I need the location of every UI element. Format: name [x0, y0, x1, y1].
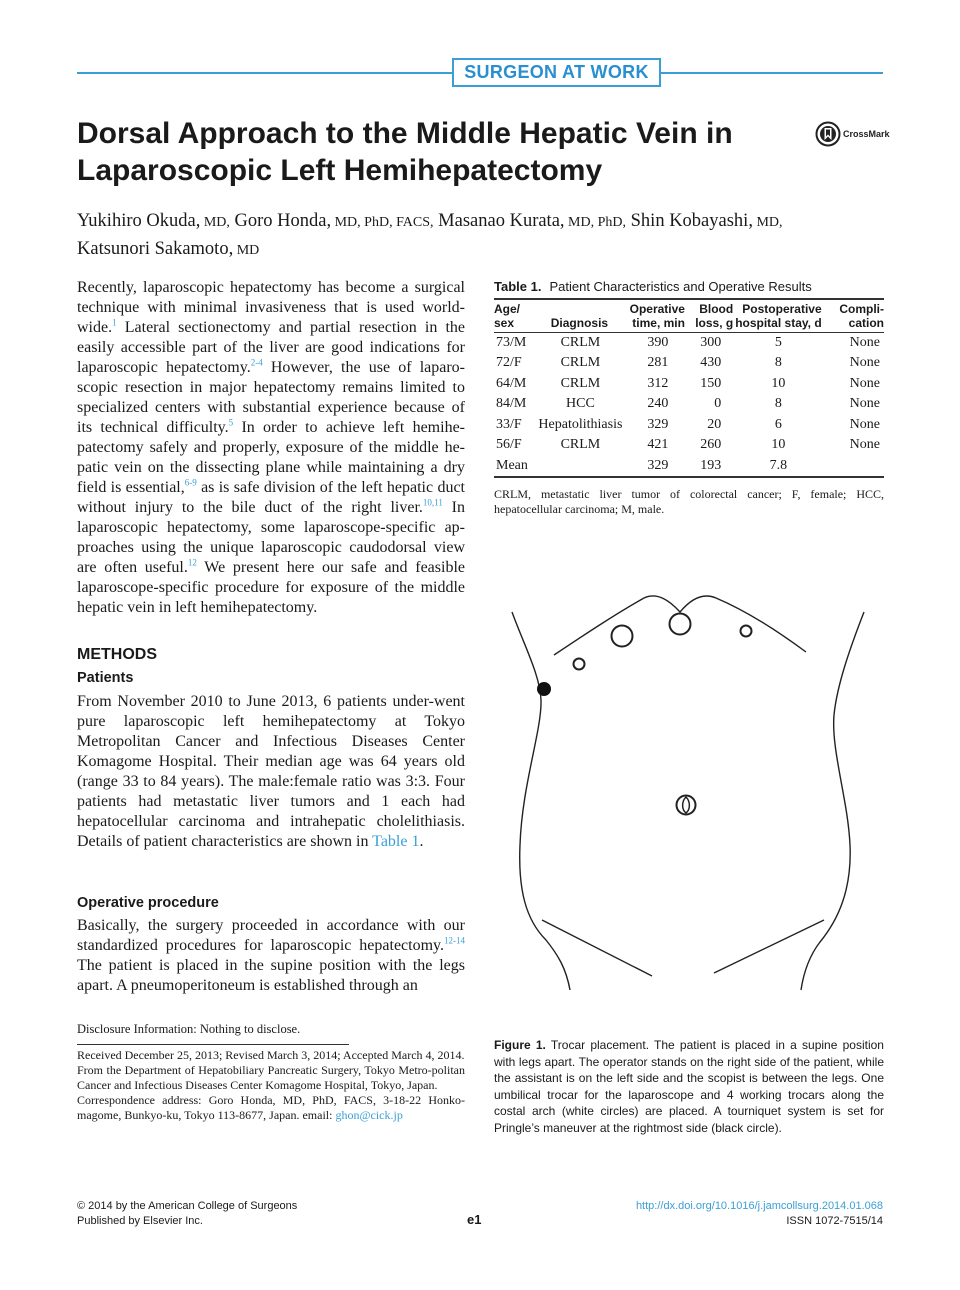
copyright: © 2014 by the American College of Surgeons [77, 1200, 298, 1212]
author-name: Shin Kobayashi, [630, 211, 753, 231]
trocar-circle-large [612, 626, 633, 647]
issn: ISSN 1072-7515/14 [786, 1215, 883, 1227]
operative-paragraph: Basically, the surgery proceeded in accordance with our standardized procedures for laparoscopic hepatectomy.$^{12-14}$ The patient is placed in the supine position with the legs apart. A pneumoperitoneum is established through an [77, 917, 465, 994]
crossmark-badge[interactable] [815, 121, 890, 149]
operative-heading: Operative procedure [77, 895, 219, 911]
disclosure [77, 1022, 465, 1037]
patients-heading: Patients [77, 670, 134, 686]
reference-link[interactable]: 12-14 [444, 935, 465, 946]
col-header-blood-loss: Blood loss, g [687, 299, 733, 333]
trocar-diagram [494, 590, 884, 1030]
email-link[interactable]: ghon@cick.jp [335, 1108, 403, 1122]
reference-link[interactable]: 2-4 [250, 357, 263, 368]
section-bar [77, 58, 883, 88]
intro-paragraph: Recently, laparoscopic hepatectomy has become a surgical technique with minimal invasiveness that is used world-wide.$^1$ Lateral sectionectomy and partial resection in the easily accessible part of the liver are good indications for laparoscopic hepatectomy.$^{2-4}$ However, the use of laparo-scopic resection in major hepatectomy remains limited to specialized centers with substantial experience because of its technical difficulty.$^5$ In order to achieve left hemihe-patectomy safely and properly, exposure of the middle he-patic vein on the dissecting plane while maintaining a dry field is essential,$^{6-9}$ as is safe division of the left hepatic duct without injury to the bile duct of the right liver.$^{10,11}$ In laparoscopic hepatectomy, some laparoscope-specific ap-proaches using the unique laparoscopic caudodorsal view are often useful.$^{12}$ We present here our safe and feasible laparoscope-specific procedure for exposure of the middle hepatic vein in left hemihepatectomy. [77, 279, 466, 616]
table-title: Patient Characteristics and Operative Results [549, 279, 812, 294]
section-tag: SURGEON AT WORK [452, 58, 661, 87]
methods-heading: METHODS [77, 646, 157, 663]
footer-right [553, 1199, 883, 1229]
reference-link[interactable]: 6-9 [184, 477, 197, 488]
table-number: Table 1. [494, 279, 542, 294]
torso-left-outline [801, 612, 864, 990]
article-meta [77, 1048, 465, 1123]
author-degree: MD, PhD, FACS, [331, 215, 434, 230]
table-1-link[interactable]: Table 1 [372, 833, 420, 850]
table-row: 56/F CRLM 421 260 10 None [496, 437, 880, 453]
trocar-circle-small [741, 626, 752, 637]
patients-paragraph: From November 2010 to June 2013, 6 patients under-went pure laparoscopic left hemihepatectomy at Tokyo Metropolitan Cancer and Infectious Diseases Center Komagome Hospital. Their median age was 64 years old (range 33 to 84 years). The male:female ratio was 3:3. Four patients had metastatic liver tumors and 1 each had hepatocellular carcinoma and intrahepatic cholelithiasis. Details of patient characteristics are shown in Table 1. [77, 693, 465, 850]
reference-link[interactable]: 10,11 [422, 497, 443, 508]
figure-number: Figure 1. [494, 1038, 546, 1052]
col-header-age: Age/ sex [494, 299, 532, 333]
author-degree: MD, [752, 215, 783, 230]
figure-caption: Figure 1. Trocar placement. The patient is placed in a supine position with legs apart. The operator stands on the right side of the patient, while the assistant is on the left side and the scopist is between the legs. One umbilical trocar for the laparoscope and 4 working trocars along the costal arch (white circles) are placed. A tourniquet system is set for Pringle’s maneuver at the rightmost side (black circle). [494, 1038, 884, 1135]
table-row: 84/M HCC 240 0 8 None [496, 396, 880, 412]
doi-link[interactable]: http://dx.doi.org/10.1016/j.jamcollsurg.2014.01.068 [635, 1200, 883, 1212]
author-name: Katsunori Sakamoto, [77, 239, 234, 259]
article-title: Dorsal Approach to the Middle Hepatic Vein in Laparoscopic Left Hemihepatectomy [77, 117, 733, 187]
author-name: Masanao Kurata, [438, 211, 565, 231]
table-footnote: CRLM, metastatic liver tumor of colorectal cancer; F, female; HCC, hepatocellular carcinoma; M, male. [494, 486, 884, 516]
disclosure-rule [77, 1044, 349, 1045]
table-row: 73/M CRLM 390 300 5 None [496, 335, 880, 350]
inguinal-right-line [542, 920, 652, 976]
figure-1 [494, 590, 884, 1030]
col-header-diagnosis: Diagnosis [532, 299, 628, 333]
reference-link[interactable]: 1 [112, 317, 117, 328]
correspondence: Correspondence address: Goro Honda, MD, PhD, FACS, 3-18-22 Honko-magome, Bunkyo-ku, Tokyo 113-8677, Japan. email: ghon@cick.jp [77, 1093, 465, 1122]
torso-right-outline [512, 612, 570, 990]
reference-link[interactable]: 5 [228, 417, 234, 428]
table-1 [494, 279, 884, 517]
received-dates: Received December 25, 2013; Revised March 3, 2014; Accepted March 4, 2014. [77, 1048, 465, 1062]
trocar-circle-small [574, 659, 585, 670]
col-header-hospital-stay: Postoperative hospital stay, d [733, 299, 823, 333]
table-row: 33/F Hepatolithiasis 329 20 6 None [496, 416, 880, 432]
crossmark-icon [815, 121, 841, 147]
trocar-circle-large [670, 614, 691, 635]
author-degree: MD, PhD, [564, 215, 627, 230]
table-header-row [494, 299, 884, 333]
author-degree: MD, [200, 215, 230, 230]
umbilical-trocar-icon [677, 796, 696, 815]
tourniquet-black-circle [538, 683, 551, 696]
table-row: 72/F CRLM 281 430 8 None [496, 355, 880, 371]
col-header-complication: Compli-cation [824, 299, 884, 333]
page-number: e1 [467, 1212, 482, 1227]
patient-table [494, 298, 884, 478]
footer-left [77, 1199, 407, 1229]
table-row-mean: Mean 329 193 7.8 [494, 456, 884, 477]
reference-link[interactable]: 12 [187, 557, 197, 568]
affiliation: From the Department of Hepatobiliary Pancreatic Surgery, Tokyo Metro-politan Cancer and Infectious Diseases Center Komagome Hospital, Tokyo, Japan. [77, 1063, 465, 1092]
publisher: Published by Elsevier Inc. [77, 1215, 203, 1227]
table-caption [494, 279, 884, 294]
crossmark-label: CrossMark [843, 129, 890, 139]
col-header-operative-time: Operative time, min [629, 299, 687, 333]
author-name: Goro Honda, [234, 211, 332, 231]
disclosure-statement: Disclosure Information: Nothing to disclose. [77, 1022, 301, 1036]
author-name: Yukihiro Okuda, [77, 211, 201, 231]
author-degree: MD [233, 243, 260, 258]
table-row: 64/M CRLM 312 150 10 None [496, 375, 880, 391]
author-list [77, 208, 883, 264]
